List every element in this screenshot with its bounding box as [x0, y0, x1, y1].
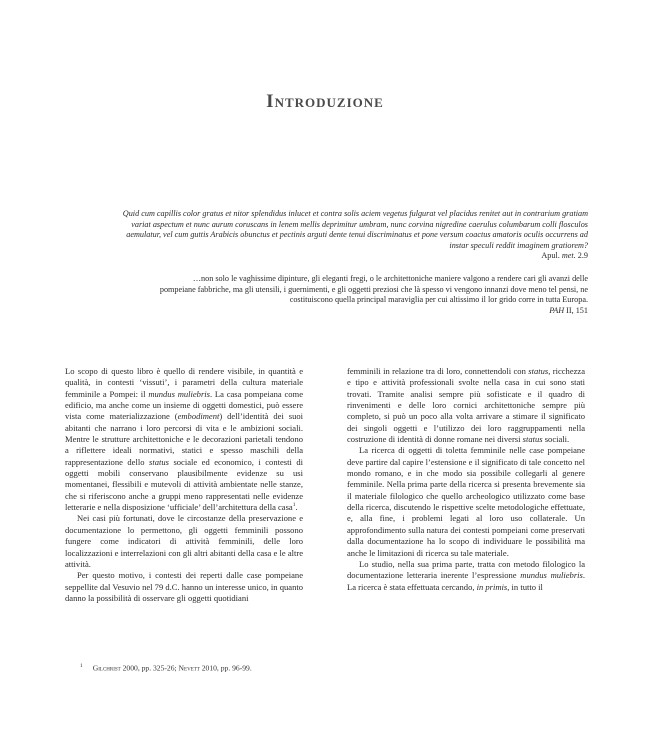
body-text: femminili in relazione tra di loro, connettendoli con: [347, 366, 529, 376]
italic-term: status: [149, 456, 169, 467]
body-text: , ricchezza e tipo e attività professionali svolte nella casa in cui sono stati trovati. Tramite analisi sempre più sofisticate e il quadro di rinvenimenti e delle loro cornici architettoniche sempre più completo, si può un poco alla volta arrivare a stimare il significato dei singoli oggetti e l’utilizzo dei loro raggruppamenti nella costruzione di identità di donne romane nei diversi: [347, 366, 585, 445]
epigraph-source-work: PAH: [549, 305, 565, 315]
body-column-right: [347, 366, 585, 593]
body-text: .: [295, 502, 298, 513]
epigraph-text: …non solo le vaghissime dipinture, gli eleganti fregi, o le architettoniche maniere valgono a rendere cari gli avanzi delle pompeiane fabbriche, ma gli utensili, i guernimenti, e gli oggetti preziosi che là spesso vi vengono innanzi dove meno tel pensi, ne costituiscono quella principal maraviglia per cui altissimo il lor grido corre in tutta Europa.: [159, 274, 588, 305]
epigraph-latin: [118, 209, 588, 262]
body-text: sociali.: [542, 434, 570, 445]
epigraph-text: Quid cum capillis color gratus et nitor splendidus inlucet et contra solis aciem vegetus fulgurat vel placidus renitet aut in contrarium gratiam variat aspectum et nunc aurum coruscans in lenem mellis deprimitur umbram, nunc corvina nigredine caerulus columbarum colli flosculos aemulatur, vel cum guttis Arabicis obunctus et pectinis arguti dente tenui discriminatus et pone versum coactus amatoris oculis occurrens ad instar speculi reddit imaginem gratiorem?: [122, 209, 588, 250]
body-text: Lo studio, nella sua prima parte, tratta con metodo filologico la documentazione letteraria inerente l’espressione: [347, 558, 585, 581]
epigraph-source-work: met.: [561, 251, 576, 261]
body-text: Per questo motivo, i contesti dei reperti dalle case pompeiane seppellite dal Vesuvio nel 79 d.C. hanno un interesse unico, in quanto danno la possibilità di osservare gli oggetti quotidiani: [65, 570, 303, 603]
italic-term: status: [528, 366, 549, 376]
footnote: [80, 663, 252, 673]
footnote-reference: 2010, pp. 96-99.: [199, 663, 252, 673]
body-paragraph: [65, 570, 303, 604]
body-paragraph: [65, 513, 303, 570]
epigraph-source: [158, 306, 588, 317]
italic-term: in primis: [476, 581, 508, 592]
epigraph-italian: [158, 274, 588, 316]
body-text: La ricerca di oggetti di toletta femminile nelle case pompeiane deve partire dal capire l’estensione e il significato di tale concetto nel mondo romano, e in che modo sia possibile collegarli al genere femminile. Nella prima parte della ricerca si presenta brevemente sia il materiale filologico che quello archeologico utilizzato come base della ricerca, discutendo le rispettive scelte metodologiche effettuate, e, alla fine, i problemi legati al loro uso collaterale. Un approfondimento sulla natura dei contesti pompeiani come preservati dalla documentazione ha lo scopo di individuare le possibilità ma anche le limitazioni di ricerca su tale materiale.: [347, 445, 585, 558]
page-title: Introduzione: [266, 90, 384, 112]
body-paragraph: [347, 445, 585, 558]
italic-term: mundus muliebris: [520, 570, 583, 581]
body-text: sociale ed economico, i contesti di oggetti mobili conservano plausibilmente evidenze su usi momentanei, flessibili e mutevoli di attività ambientate nelle stanze, che si riferiscono anche a gruppi meno rappresentati nelle evidenze letterarie e nella disposizione ‘ufficiale’ dell’architettura della casa: [65, 456, 304, 513]
footnote-marker: 1: [292, 502, 296, 509]
body-paragraph: [347, 559, 585, 593]
body-text: , in tutto il: [507, 581, 543, 592]
epigraph-source: [118, 251, 588, 262]
footnote-author: Gilchrist: [92, 663, 121, 673]
body-text: ) dell’identità dei suoi abitanti che narrano i loro percorsi di vita e le ambizioni sociali. Mentre le strutture architettoniche e le decorazioni parietali tendono a riflettere ideali normativi, statici e spesso maschili della rappresentazione dello: [65, 411, 303, 467]
italic-term: status: [522, 434, 543, 445]
italic-term: embodiment: [177, 411, 220, 422]
italic-term: mundus muliebris: [148, 388, 210, 399]
body-column-left: [65, 366, 303, 604]
footnote-reference: 2000, pp. 325-26;: [120, 663, 179, 673]
footnote-number: 1: [80, 663, 83, 669]
body-text: Nei casi più fortunati, dove le circostanze della preservazione e documentazione lo permettono, gli oggetti femminili possono fungere come indicatori di attività femminili, delle loro localizzazioni e interrelazioni con gli altri abitanti della casa e le altre attività.: [65, 513, 303, 569]
body-text: . La ricerca è stata effettuata cercando,: [347, 570, 585, 592]
body-text: . La casa pompeiana come edificio, ma anche come un insieme di oggetti domestici, può essere vista come materializzazione (: [65, 388, 303, 422]
body-text: Lo scopo di questo libro è quello di rendere visibile, in quantità e qualità, in contesti ‘vissuti’, i parametri della cultura materiale femminile a Pompei: il: [65, 366, 303, 399]
epigraph-source-ref: 2.9: [577, 251, 588, 261]
footnote-author: Nevett: [178, 663, 200, 673]
body-paragraph: [347, 366, 585, 445]
epigraph-source-author: Apul.: [541, 251, 560, 261]
body-paragraph: [65, 366, 303, 513]
epigraph-source-ref: II, 151: [566, 305, 588, 315]
